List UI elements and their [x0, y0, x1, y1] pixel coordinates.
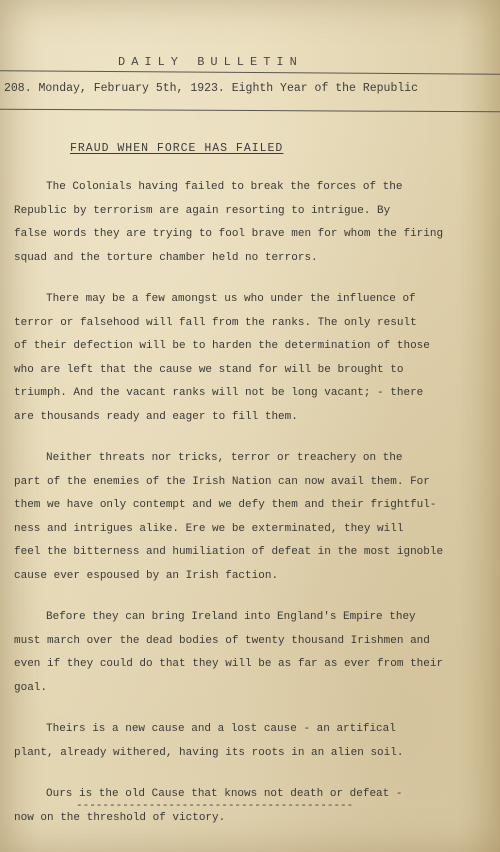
masthead-title: DAILY BULLETIN	[118, 55, 303, 69]
text-line: triumph. And the vacant ranks will not be long vacant; - there	[14, 387, 424, 399]
text-line: who are left that the cause we stand for will be brought to	[14, 363, 404, 376]
paragraph	[14, 606, 480, 700]
text-line: Ours is the old Cause that knows not death or defeat -	[46, 788, 403, 800]
text-line: Neither threats nor tricks, terror or treachery on the	[46, 452, 403, 464]
text-line: even if they could do that they will be as far as ever from their	[14, 658, 444, 670]
bottom-rule	[0, 109, 500, 113]
paragraph	[14, 718, 480, 765]
text-line: them we have only contempt and we defy them and their frightful-	[14, 499, 437, 511]
text-line: feel the bitterness and humiliation of defeat in the most ignoble	[14, 546, 444, 558]
text-line: now on the threshold of victory.	[14, 811, 226, 824]
paragraph	[14, 176, 480, 270]
text-line: false words they are trying to fool brave men for whom the firing	[14, 228, 444, 240]
text-line: part of the enemies of the Irish Nation can now avail them. For	[14, 475, 430, 488]
text-line: squad and the torture chamber held no terrors.	[14, 251, 318, 264]
text-line: The Colonials having failed to break the forces of the	[46, 181, 403, 193]
text-line: goal.	[14, 681, 48, 694]
text-line: Theirs is a new cause and a lost cause - an artifical	[46, 723, 396, 735]
text-line: Republic by terrorism are again resorting to intrigue. By	[14, 204, 391, 217]
top-rule	[0, 70, 500, 74]
article-body	[14, 176, 480, 848]
end-divider: ------------------------------------------	[76, 800, 354, 812]
text-line: cause ever espoused by an Irish faction.	[14, 569, 279, 582]
article-headline: FRAUD WHEN FORCE HAS FAILED	[70, 142, 284, 155]
text-line: of their defection will be to harden the determination of those	[14, 340, 430, 352]
text-line: must march over the dead bodies of twenty thousand Irishmen and	[14, 634, 430, 647]
paragraph	[14, 447, 480, 588]
text-line: terror or falsehood will fall from the ranks. The only result	[14, 316, 417, 329]
text-line: plant, already withered, having its roots in an alien soil.	[14, 746, 404, 759]
text-line: are thousands ready and eager to fill them.	[14, 410, 298, 423]
paragraph	[14, 288, 480, 429]
dateline: 208. Monday, February 5th, 1923. Eighth Year of the Republic	[4, 82, 419, 95]
text-line: ness and intrigues alike. Ere we be exterminated, they will	[14, 522, 404, 535]
text-line: Before they can bring Ireland into England's Empire they	[46, 611, 416, 623]
text-line: There may be a few amongst us who under the influence of	[46, 293, 416, 305]
